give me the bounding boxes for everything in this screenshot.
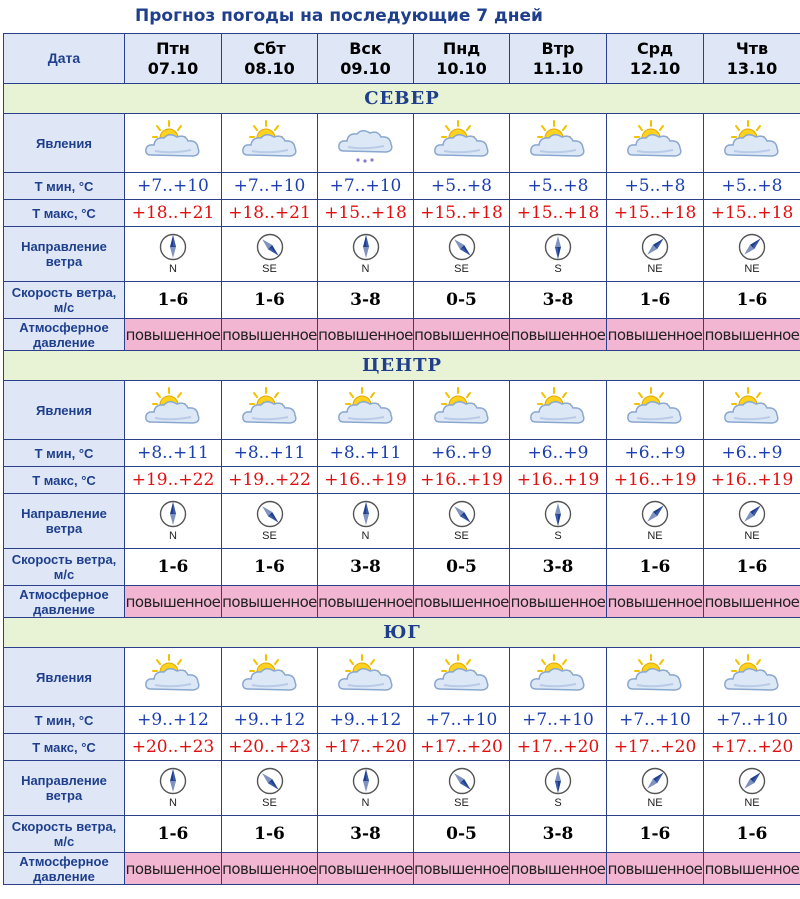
day-date: 10.10 xyxy=(436,58,487,78)
phenomena-cell xyxy=(318,114,414,173)
row-label-phenomena: Явления xyxy=(4,648,125,707)
wind-direction-label: NE xyxy=(647,797,663,809)
tmax-value: +19..+22 xyxy=(222,467,318,494)
row-label-wind-direction: Направление ветра xyxy=(4,227,125,282)
tmin-value: +6..+9 xyxy=(414,440,510,467)
tmin-value: +7..+10 xyxy=(607,707,704,734)
day-header xyxy=(607,34,704,84)
wind-direction-cell xyxy=(222,227,318,282)
phenomena-cell xyxy=(414,381,510,440)
wind-speed-value: 3-8 xyxy=(510,816,607,853)
partly-cloudy-icon xyxy=(318,386,413,434)
row-label-wind-direction: Направление ветра xyxy=(4,761,125,816)
tmin-value: +9..+12 xyxy=(222,707,318,734)
day-date: 09.10 xyxy=(340,58,391,78)
row-label-pressure: Атмосферное давление xyxy=(4,586,125,618)
wind-direction-label: S xyxy=(554,797,562,809)
wind-direction-cell xyxy=(607,761,704,816)
cloudy-snow-icon xyxy=(318,119,413,167)
wind-compass-icon xyxy=(159,500,187,528)
wind-direction-cell xyxy=(125,227,222,282)
wind-direction-label: SE xyxy=(262,263,277,275)
tmax-value: +15..+18 xyxy=(704,200,800,227)
wind-direction-label: SE xyxy=(454,797,469,809)
row-label-tmin: Т мин, °С xyxy=(4,173,125,200)
wind-compass-icon xyxy=(256,767,284,795)
wind-speed-value: 0-5 xyxy=(414,549,510,586)
wind-direction-cell xyxy=(318,761,414,816)
tmax-value: +18..+21 xyxy=(125,200,222,227)
phenomena-cell xyxy=(704,648,800,707)
pressure-value: повышенное xyxy=(704,319,800,351)
day-of-week: Птн xyxy=(156,38,190,58)
phenomena-cell xyxy=(318,381,414,440)
wind-speed-value: 1-6 xyxy=(607,816,704,853)
phenomena-cell xyxy=(510,114,607,173)
wind-speed-value: 3-8 xyxy=(510,282,607,319)
wind-direction-cell xyxy=(222,761,318,816)
phenomena-cell xyxy=(607,648,704,707)
wind-direction-label: N xyxy=(169,263,177,275)
wind-compass-icon xyxy=(256,500,284,528)
wind-direction-cell xyxy=(510,227,607,282)
pressure-value: повышенное xyxy=(125,319,222,351)
wind-direction-label: N xyxy=(169,797,177,809)
wind-compass-icon xyxy=(352,233,380,261)
pressure-value: повышенное xyxy=(607,586,704,618)
day-header xyxy=(414,34,510,84)
partly-cloudy-icon xyxy=(414,386,509,434)
tmax-value: +20..+23 xyxy=(222,734,318,761)
tmin-value: +5..+8 xyxy=(704,173,800,200)
wind-compass-icon xyxy=(159,767,187,795)
tmin-value: +7..+10 xyxy=(704,707,800,734)
wind-compass-icon xyxy=(352,767,380,795)
tmin-value: +6..+9 xyxy=(607,440,704,467)
tmax-value: +17..+20 xyxy=(318,734,414,761)
partly-cloudy-icon xyxy=(510,386,606,434)
tmin-value: +6..+9 xyxy=(704,440,800,467)
pressure-value: повышенное xyxy=(414,319,510,351)
wind-direction-cell xyxy=(414,494,510,549)
wind-speed-value: 1-6 xyxy=(125,282,222,319)
wind-compass-icon xyxy=(159,233,187,261)
tmin-value: +9..+12 xyxy=(125,707,222,734)
partly-cloudy-icon xyxy=(125,386,221,434)
day-header xyxy=(318,34,414,84)
row-label-pressure: Атмосферное давление xyxy=(4,853,125,885)
tmin-value: +9..+12 xyxy=(318,707,414,734)
partly-cloudy-icon xyxy=(704,653,800,701)
wind-direction-cell xyxy=(222,494,318,549)
wind-direction-cell xyxy=(125,761,222,816)
tmax-value: +16..+19 xyxy=(607,467,704,494)
wind-compass-icon xyxy=(448,233,476,261)
wind-speed-value: 1-6 xyxy=(704,282,800,319)
tmax-value: +16..+19 xyxy=(318,467,414,494)
tmax-value: +15..+18 xyxy=(414,200,510,227)
wind-direction-cell xyxy=(125,494,222,549)
tmax-value: +17..+20 xyxy=(414,734,510,761)
pressure-value: повышенное xyxy=(414,853,510,885)
pressure-value: повышенное xyxy=(607,853,704,885)
wind-compass-icon xyxy=(641,233,669,261)
wind-speed-value: 1-6 xyxy=(125,816,222,853)
wind-compass-icon xyxy=(738,500,766,528)
partly-cloudy-icon xyxy=(222,119,317,167)
phenomena-cell xyxy=(414,114,510,173)
wind-direction-label: N xyxy=(361,263,370,275)
tmax-value: +15..+18 xyxy=(607,200,704,227)
tmin-value: +8..+11 xyxy=(125,440,222,467)
wind-speed-value: 0-5 xyxy=(414,816,510,853)
pressure-value: повышенное xyxy=(125,853,222,885)
tmin-value: +7..+10 xyxy=(125,173,222,200)
phenomena-cell xyxy=(607,114,704,173)
phenomena-cell xyxy=(607,381,704,440)
day-of-week: Срд xyxy=(636,38,674,58)
wind-direction-label: N xyxy=(361,797,370,809)
wind-speed-value: 1-6 xyxy=(704,816,800,853)
partly-cloudy-icon xyxy=(607,653,703,701)
wind-direction-label: NE xyxy=(647,530,663,542)
partly-cloudy-icon xyxy=(318,653,413,701)
wind-compass-icon xyxy=(448,767,476,795)
phenomena-cell xyxy=(704,114,800,173)
row-label-wind-speed: Скорость ветра, м/с xyxy=(4,816,125,853)
pressure-value: повышенное xyxy=(510,586,607,618)
partly-cloudy-icon xyxy=(607,386,703,434)
wind-compass-icon xyxy=(544,233,572,261)
wind-direction-label: NE xyxy=(744,263,760,275)
pressure-value: повышенное xyxy=(414,586,510,618)
tmax-value: +17..+20 xyxy=(704,734,800,761)
day-header xyxy=(704,34,800,84)
wind-direction-cell xyxy=(704,227,800,282)
wind-compass-icon xyxy=(544,500,572,528)
wind-speed-value: 1-6 xyxy=(704,549,800,586)
wind-speed-value: 3-8 xyxy=(318,549,414,586)
wind-speed-value: 1-6 xyxy=(607,549,704,586)
region-title: ЦЕНТР xyxy=(4,351,800,381)
wind-direction-cell xyxy=(704,761,800,816)
partly-cloudy-icon xyxy=(510,119,606,167)
day-header xyxy=(222,34,318,84)
row-label-wind-speed: Скорость ветра, м/с xyxy=(4,282,125,319)
day-header xyxy=(125,34,222,84)
day-date: 08.10 xyxy=(244,58,295,78)
wind-direction-label: S xyxy=(554,530,562,542)
wind-speed-value: 1-6 xyxy=(222,282,318,319)
pressure-value: повышенное xyxy=(704,853,800,885)
row-label-pressure: Атмосферное давление xyxy=(4,319,125,351)
wind-speed-value: 1-6 xyxy=(222,816,318,853)
region-title: СЕВЕР xyxy=(4,84,800,114)
partly-cloudy-icon xyxy=(414,119,509,167)
day-of-week: Вск xyxy=(349,38,382,58)
tmax-value: +16..+19 xyxy=(510,467,607,494)
region-title: ЮГ xyxy=(4,618,800,648)
wind-direction-label: NE xyxy=(744,797,760,809)
wind-speed-value: 1-6 xyxy=(222,549,318,586)
tmax-value: +16..+19 xyxy=(414,467,510,494)
tmax-value: +16..+19 xyxy=(704,467,800,494)
tmax-value: +19..+22 xyxy=(125,467,222,494)
wind-direction-cell xyxy=(318,227,414,282)
forecast-table xyxy=(3,33,800,885)
pressure-value: повышенное xyxy=(222,853,318,885)
tmax-value: +18..+21 xyxy=(222,200,318,227)
wind-speed-value: 1-6 xyxy=(125,549,222,586)
phenomena-cell xyxy=(222,114,318,173)
wind-speed-value: 3-8 xyxy=(510,549,607,586)
partly-cloudy-icon xyxy=(222,653,317,701)
wind-direction-label: NE xyxy=(647,263,663,275)
partly-cloudy-icon xyxy=(125,653,221,701)
phenomena-cell xyxy=(510,381,607,440)
row-label-tmax: Т макс, °С xyxy=(4,467,125,494)
wind-direction-label: SE xyxy=(454,530,469,542)
tmax-value: +20..+23 xyxy=(125,734,222,761)
header-label-date: Дата xyxy=(4,34,125,84)
wind-compass-icon xyxy=(544,767,572,795)
day-date: 11.10 xyxy=(532,58,584,78)
pressure-value: повышенное xyxy=(125,586,222,618)
tmax-value: +17..+20 xyxy=(510,734,607,761)
wind-speed-value: 0-5 xyxy=(414,282,510,319)
wind-compass-icon xyxy=(641,500,669,528)
pressure-value: повышенное xyxy=(510,853,607,885)
partly-cloudy-icon xyxy=(704,386,800,434)
pressure-value: повышенное xyxy=(222,586,318,618)
row-label-wind-direction: Направление ветра xyxy=(4,494,125,549)
tmin-value: +7..+10 xyxy=(414,707,510,734)
row-label-tmin: Т мин, °С xyxy=(4,440,125,467)
wind-direction-label: S xyxy=(554,263,562,275)
row-label-tmax: Т макс, °С xyxy=(4,200,125,227)
phenomena-cell xyxy=(125,381,222,440)
pressure-value: повышенное xyxy=(222,319,318,351)
phenomena-cell xyxy=(125,114,222,173)
wind-compass-icon xyxy=(738,233,766,261)
wind-direction-label: SE xyxy=(262,530,277,542)
wind-direction-label: N xyxy=(361,530,370,542)
day-date: 07.10 xyxy=(147,58,199,78)
wind-direction-label: NE xyxy=(744,530,760,542)
wind-speed-value: 3-8 xyxy=(318,282,414,319)
pressure-value: повышенное xyxy=(607,319,704,351)
phenomena-cell xyxy=(704,381,800,440)
wind-direction-cell xyxy=(318,494,414,549)
wind-compass-icon xyxy=(448,500,476,528)
wind-direction-label: N xyxy=(169,530,177,542)
phenomena-cell xyxy=(510,648,607,707)
tmin-value: +5..+8 xyxy=(510,173,607,200)
wind-direction-label: SE xyxy=(262,797,277,809)
partly-cloudy-icon xyxy=(607,119,703,167)
day-date: 12.10 xyxy=(629,58,681,78)
page-title: Прогноз погоды на последующие 7 дней xyxy=(135,6,543,26)
tmin-value: +7..+10 xyxy=(222,173,318,200)
partly-cloudy-icon xyxy=(704,119,800,167)
row-label-tmin: Т мин, °С xyxy=(4,707,125,734)
partly-cloudy-icon xyxy=(414,653,509,701)
tmin-value: +8..+11 xyxy=(318,440,414,467)
day-of-week: Втр xyxy=(541,38,575,58)
tmin-value: +6..+9 xyxy=(510,440,607,467)
partly-cloudy-icon xyxy=(510,653,606,701)
phenomena-cell xyxy=(318,648,414,707)
wind-speed-value: 1-6 xyxy=(607,282,704,319)
day-of-week: Пнд xyxy=(442,38,481,58)
row-label-phenomena: Явления xyxy=(4,114,125,173)
tmax-value: +15..+18 xyxy=(318,200,414,227)
tmin-value: +5..+8 xyxy=(607,173,704,200)
phenomena-cell xyxy=(414,648,510,707)
partly-cloudy-icon xyxy=(222,386,317,434)
tmin-value: +7..+10 xyxy=(510,707,607,734)
day-date: 13.10 xyxy=(726,58,778,78)
row-label-wind-speed: Скорость ветра, м/с xyxy=(4,549,125,586)
pressure-value: повышенное xyxy=(318,586,414,618)
wind-compass-icon xyxy=(256,233,284,261)
phenomena-cell xyxy=(125,648,222,707)
wind-direction-cell xyxy=(607,227,704,282)
tmax-value: +15..+18 xyxy=(510,200,607,227)
tmin-value: +5..+8 xyxy=(414,173,510,200)
tmin-value: +8..+11 xyxy=(222,440,318,467)
wind-direction-cell xyxy=(510,761,607,816)
tmax-value: +17..+20 xyxy=(607,734,704,761)
pressure-value: повышенное xyxy=(704,586,800,618)
wind-direction-label: SE xyxy=(454,263,469,275)
pressure-value: повышенное xyxy=(318,853,414,885)
wind-direction-cell xyxy=(607,494,704,549)
wind-compass-icon xyxy=(738,767,766,795)
phenomena-cell xyxy=(222,648,318,707)
pressure-value: повышенное xyxy=(318,319,414,351)
row-label-tmax: Т макс, °С xyxy=(4,734,125,761)
wind-direction-cell xyxy=(704,494,800,549)
wind-speed-value: 3-8 xyxy=(318,816,414,853)
partly-cloudy-icon xyxy=(125,119,221,167)
wind-direction-cell xyxy=(510,494,607,549)
day-of-week: Чтв xyxy=(735,38,769,58)
phenomena-cell xyxy=(222,381,318,440)
pressure-value: повышенное xyxy=(510,319,607,351)
tmin-value: +7..+10 xyxy=(318,173,414,200)
day-of-week: Сбт xyxy=(253,38,286,58)
wind-compass-icon xyxy=(352,500,380,528)
wind-direction-cell xyxy=(414,227,510,282)
wind-direction-cell xyxy=(414,761,510,816)
row-label-phenomena: Явления xyxy=(4,381,125,440)
day-header xyxy=(510,34,607,84)
wind-compass-icon xyxy=(641,767,669,795)
